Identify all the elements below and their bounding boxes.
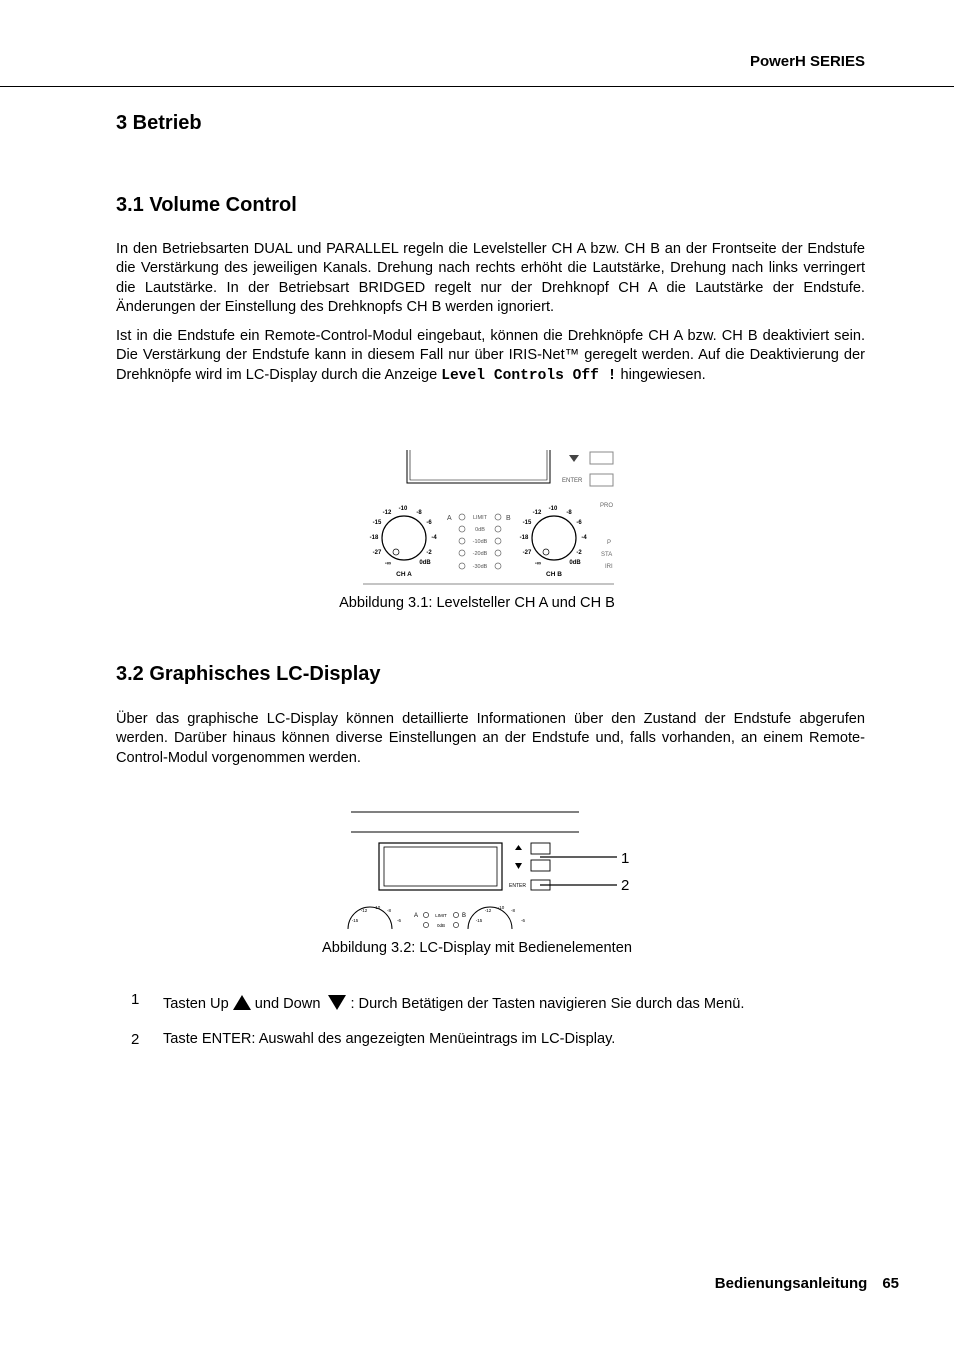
down-arrow-icon <box>515 863 522 869</box>
button-up <box>531 843 550 854</box>
up-arrow-icon <box>515 845 522 850</box>
scale-label: -15 <box>351 918 359 923</box>
legend-number-2: 2 <box>131 1031 140 1048</box>
scale-label: -8 <box>386 908 392 913</box>
lc-display-outer <box>379 843 502 890</box>
volume-control-paragraph-2 <box>116 327 865 386</box>
knob-a-label: CH A <box>396 571 412 578</box>
led-b-0db <box>495 526 501 532</box>
led-b-20db <box>495 550 501 556</box>
legend-text: : Durch Betätigen der Tasten navigieren Sie durch das Menü. <box>350 996 745 1012</box>
scale-label: -6 <box>396 918 402 923</box>
scale-label: -∞ <box>534 561 542 567</box>
figure-level-controls <box>355 446 625 588</box>
lc-display-inner <box>384 847 497 886</box>
led-a-label: A <box>414 913 419 919</box>
button-enter <box>590 474 613 486</box>
figure-1-caption: Abbildung 3.1: Levelsteller CH A und CH B <box>339 595 615 611</box>
scale-label: -15 <box>475 918 483 923</box>
scale-label: -27 <box>372 550 382 556</box>
display-frame <box>407 450 550 483</box>
display-frame-inner <box>410 450 547 480</box>
led-a-0db <box>459 526 465 532</box>
led-level-label: LIMIT <box>435 913 447 918</box>
p-label: P <box>607 540 612 546</box>
led-a-limit <box>459 514 465 520</box>
led-b-30db <box>495 563 501 569</box>
led-b-limit <box>453 912 458 917</box>
scale-label: -4 <box>431 535 437 541</box>
legend-number-1: 1 <box>131 991 140 1008</box>
scale-label: -6 <box>520 918 526 923</box>
lcd-message-code: Level Controls Off ! <box>441 367 617 384</box>
led-level-labels <box>473 515 488 570</box>
scale-label: -10 <box>398 506 408 512</box>
figure-2-caption: Abbildung 3.2: LC-Display mit Bedienelementen <box>322 940 632 956</box>
knob-ch-a <box>382 516 426 560</box>
led-level-label: -10dB <box>472 539 488 545</box>
led-a-10db <box>459 538 465 544</box>
led-level-label: -30dB <box>472 564 488 570</box>
pro-label: PRO <box>600 503 614 509</box>
knob-b-label: CH B <box>546 571 562 578</box>
scale-label: -10 <box>373 905 381 910</box>
lc-display-paragraph: Über das graphische LC-Display können detaillierte Informationen über den Zustand der Endstufe abgerufen werden. Darüber hinaus können diverse Einstellungen an der Endstufe und, falls vorhanden, an einem Remote-Control-Modul vorgenommen werden. <box>116 711 865 766</box>
scale-label: -10 <box>548 506 558 512</box>
led-level-label: 0dB <box>436 923 446 928</box>
scale-label: -12 <box>484 908 492 913</box>
knob-b-marker <box>543 549 549 555</box>
scale-label: -6 <box>426 520 432 526</box>
section-title-volume-control: 3.1 Volume Control <box>116 194 297 216</box>
knob-ch-b <box>532 516 576 560</box>
led-a-20db <box>459 550 465 556</box>
led-a-0db <box>423 922 428 927</box>
scale-label: -4 <box>581 535 587 541</box>
paragraph-text: Ist in die Endstufe ein Remote-Control-Modul eingebaut, können die Drehknöpfe CH A bzw. CH B deaktiviert sein. Die Verstärkung der Endstufe kann in diesem Fall nur über IRIS-Net™ geregelt werden. Auf die Deaktivierung der Drehknöpfe wird im LC-Display durch die Anzeige <box>116 328 865 383</box>
scale-label: -∞ <box>384 561 392 567</box>
scale-label: -2 <box>426 550 432 556</box>
sta-label: STA <box>601 552 613 558</box>
header-divider <box>0 86 954 87</box>
led-level-label: 0dB <box>475 527 485 533</box>
knob-a-scale <box>370 506 438 567</box>
scale-label: -18 <box>369 535 379 541</box>
scale-label: -10 <box>497 905 505 910</box>
led-level-label: LIMIT <box>472 515 488 521</box>
scale-label: -12 <box>382 510 392 516</box>
legend-item-1 <box>163 995 744 1012</box>
callout-2: 2 <box>621 877 630 894</box>
led-a-limit <box>423 912 428 917</box>
knob-b-scale <box>520 506 588 567</box>
small-knob-a-scale <box>352 905 402 923</box>
button-down <box>531 860 550 871</box>
button-up <box>590 452 613 464</box>
footer-doc-title: Bedienungsanleitung <box>714 1275 868 1292</box>
scale-label: -12 <box>360 908 368 913</box>
enter-label: ENTER <box>562 478 583 484</box>
scale-label: 0dB <box>419 560 431 566</box>
scale-label: -8 <box>416 510 422 516</box>
enter-label: ENTER <box>509 883 526 889</box>
scale-label: -27 <box>522 550 532 556</box>
iri-label: IRI <box>605 564 613 570</box>
scale-label: -8 <box>566 510 572 516</box>
paragraph-text: hingewiesen. <box>616 366 706 383</box>
led-a-label: A <box>447 515 452 522</box>
scale-label: -18 <box>519 535 529 541</box>
figure-lc-display <box>340 805 640 933</box>
scale-label: -8 <box>510 908 516 913</box>
callout-1: 1 <box>621 850 630 867</box>
led-b-label: B <box>506 515 511 522</box>
down-arrow-icon <box>328 995 346 1010</box>
scale-label: 0dB <box>569 560 581 566</box>
knob-a-marker <box>393 549 399 555</box>
led-b-10db <box>495 538 501 544</box>
led-a-30db <box>459 563 465 569</box>
up-arrow-icon <box>233 995 251 1010</box>
section-title-lc-display: 3.2 Graphisches LC-Display <box>116 663 381 685</box>
led-b-limit <box>495 514 501 520</box>
led-b-0db <box>453 922 458 927</box>
scale-label: -6 <box>576 520 582 526</box>
legend-text: und Down <box>254 996 321 1012</box>
page-number: 65 <box>882 1275 899 1292</box>
page-footer <box>715 1275 899 1292</box>
down-arrow-icon <box>569 455 579 462</box>
scale-label: -15 <box>372 520 382 526</box>
legend-item-2: Taste ENTER: Auswahl des angezeigten Menüeintrags im LC-Display. <box>163 1031 616 1047</box>
chapter-title: 3 Betrieb <box>116 112 202 134</box>
led-level-label: -20dB <box>472 551 488 557</box>
legend-text: Tasten Up <box>163 996 229 1012</box>
volume-control-paragraph-1: In den Betriebsarten DUAL und PARALLEL regeln die Levelsteller CH A bzw. CH B an der Frontseite der Endstufe die Verstärkung des jeweiligen Kanals. Drehung nach rechts erhöht die Lautstärke, Drehung nach links verringert die Lautstärke. In der Betriebsart BRIDGED regelt nur der Drehknopf CH A die Lautstärke der Endstufe. Änderungen der Einstellung des Drehknopfs CH B werden ignoriert. <box>116 241 865 315</box>
led-b-label: B <box>462 913 467 919</box>
scale-label: -15 <box>522 520 532 526</box>
header-series-title: PowerH SERIES <box>749 53 865 70</box>
scale-label: -12 <box>532 510 542 516</box>
scale-label: -2 <box>576 550 582 556</box>
